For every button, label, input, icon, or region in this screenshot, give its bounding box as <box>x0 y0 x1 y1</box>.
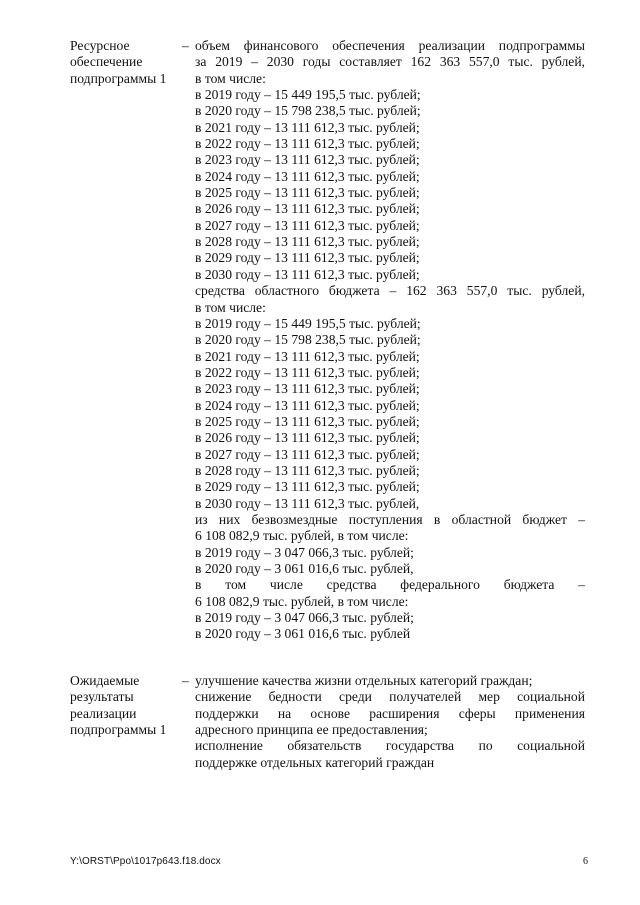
footer-file-path: Y:\ORST\Ppo\1017p643.f18.docx <box>70 856 221 867</box>
content-line: в 2029 году – 13 111 612,3 тыс. рублей; <box>195 250 420 266</box>
page-number: 6 <box>583 856 588 867</box>
content-line: в 2020 году – 15 798 238,5 тыс. рублей; <box>195 103 421 119</box>
content-line: в 2020 году – 3 061 016,6 тыс. рублей, <box>195 561 414 576</box>
label-line: Ресурсное <box>70 38 130 53</box>
content-line: снижение бедности среди получателей мер социальной <box>195 689 585 705</box>
results-label <box>70 673 182 738</box>
label-line: результаты <box>70 689 134 705</box>
content-line: исполнение обязательств государства по социальной <box>195 738 585 754</box>
label-line: подпрограммы 1 <box>70 722 167 738</box>
content-line: в 2030 году – 13 111 612,3 тыс. рублей; <box>195 266 420 282</box>
results-content <box>195 673 585 771</box>
content-line: в 2021 году – 13 111 612,3 тыс. рублей; <box>195 119 420 135</box>
content-line: средства областного бюджета – 162 363 557,0 тыс. рублей, <box>195 283 585 299</box>
content-line: 6 108 082,9 тыс. рублей, в том числе: <box>195 528 409 544</box>
content-line: в 2020 году – 3 061 016,6 тыс. рублей <box>195 626 411 642</box>
content-line: за 2019 – 2030 годы составляет 162 363 557,0 тыс. рублей, <box>195 54 585 70</box>
content-line: в 2025 году – 13 111 612,3 тыс. рублей; <box>195 413 420 429</box>
label-line: обеспечение <box>70 54 143 70</box>
label-line: реализации <box>70 705 137 721</box>
content-line: в 2024 году – 13 111 612,3 тыс. рублей; <box>195 168 420 184</box>
content-line: в 2023 году – 13 111 612,3 тыс. рублей; <box>195 381 420 397</box>
content-line: в 2024 году – 13 111 612,3 тыс. рублей; <box>195 397 420 413</box>
content-line: в 2020 году – 15 798 238,5 тыс. рублей; <box>195 332 421 348</box>
label-line: подпрограммы 1 <box>70 70 167 86</box>
content-line: в 2025 году – 13 111 612,3 тыс. рублей; <box>195 185 420 201</box>
content-line: адресного принципа ее предоставления; <box>195 722 428 738</box>
content-line: в 2019 году – 15 449 195,5 тыс. рублей; <box>195 87 421 103</box>
content-line: в том числе: <box>195 70 266 86</box>
content-line: в 2023 году – 13 111 612,3 тыс. рублей; <box>195 152 420 168</box>
content-line: в 2026 году – 13 111 612,3 тыс. рублей; <box>195 201 420 217</box>
resources-content <box>195 38 585 643</box>
content-line: из них безвозмездные поступления в областной бюджет – <box>195 511 585 527</box>
content-line: в 2027 году – 13 111 612,3 тыс. рублей; <box>195 446 420 462</box>
content-line: в 2021 году – 13 111 612,3 тыс. рублей; <box>195 348 420 364</box>
content-line: в 2026 году – 13 111 612,3 тыс. рублей; <box>195 430 420 446</box>
content-line: в 2022 году – 13 111 612,3 тыс. рублей; <box>195 136 420 152</box>
content-line: в 2029 году – 13 111 612,3 тыс. рублей; <box>195 479 420 495</box>
content-line: в том числе средства федерального бюджета – <box>195 577 585 593</box>
content-line: в том числе: <box>195 299 266 315</box>
row-dash: – <box>182 673 189 688</box>
content-line: в 2022 году – 13 111 612,3 тыс. рублей; <box>195 364 420 380</box>
content-line: в 2027 году – 13 111 612,3 тыс. рублей; <box>195 217 420 233</box>
content-line: объем финансового обеспечения реализации подпрограммы <box>195 38 585 53</box>
content-line: в 2028 году – 13 111 612,3 тыс. рублей; <box>195 462 420 478</box>
content-line: поддержки на основе расширения сферы применения <box>195 705 585 721</box>
row-dash: – <box>182 38 189 53</box>
label-line: Ожидаемые <box>70 673 140 688</box>
content-line: в 2019 году – 3 047 066,3 тыс. рублей; <box>195 610 414 626</box>
content-line: в 2019 году – 3 047 066,3 тыс. рублей; <box>195 544 414 560</box>
resources-label <box>70 38 182 87</box>
content-line: улучшение качества жизни отдельных категорий граждан; <box>195 673 533 688</box>
content-line: в 2019 году – 15 449 195,5 тыс. рублей; <box>195 315 421 331</box>
content-line: в 2028 году – 13 111 612,3 тыс. рублей; <box>195 234 420 250</box>
content-line: в 2030 году – 13 111 612,3 тыс. рублей, <box>195 495 420 511</box>
content-line: поддержке отдельных категорий граждан <box>195 754 435 770</box>
content-line: 6 108 082,9 тыс. рублей, в том числе: <box>195 593 409 609</box>
